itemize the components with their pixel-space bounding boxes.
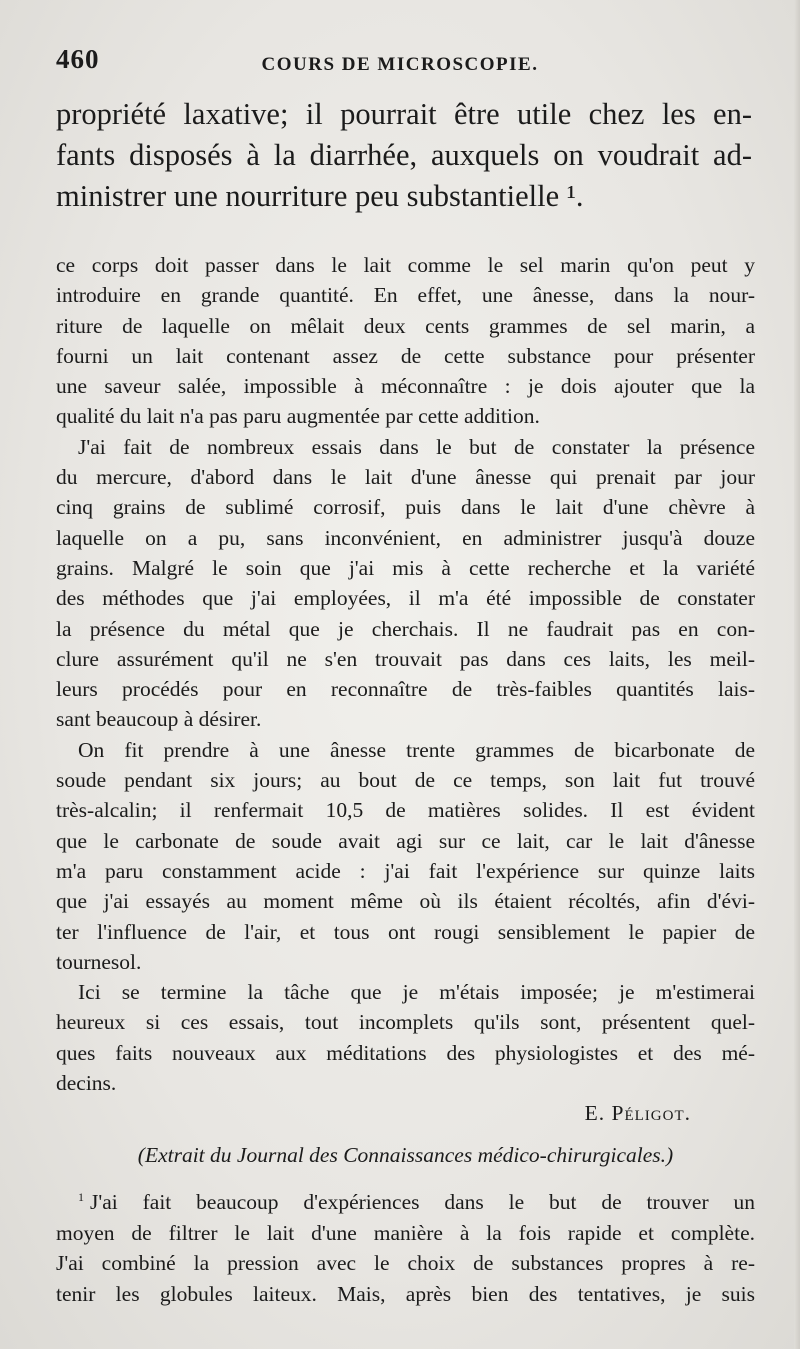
source-citation: (Extrait du Journal des Connaissances médico-chirurgicales.) xyxy=(137,1142,674,1167)
text-line: On fit prendre à une ânesse trente grammes de bicarbonate de xyxy=(78,737,755,762)
footnote-text: J'ai fait beaucoup d'expériences dans le but de trouver un xyxy=(90,1190,755,1214)
text-line: très-alcalin; il renfermait 10,5 de matières solides. Il est évident xyxy=(56,798,755,823)
paragraph-1 xyxy=(56,250,755,432)
paragraph-2 xyxy=(56,432,755,735)
running-title: COURS DE MICROSCOPIE. xyxy=(261,54,539,75)
text-line: cinq grains de sublimé corrosif, puis dans le lait d'une chèvre à xyxy=(56,495,755,520)
text-line: laquelle on a pu, sans inconvénient, en administrer jusqu'à douze xyxy=(56,525,755,550)
footnote-marker: 1 xyxy=(78,1190,84,1204)
text-line: heureux si ces essais, tout incomplets qu'ils sont, présentent quel- xyxy=(56,1010,755,1035)
text-line: qualité du lait n'a pas paru augmentée par cette addition. xyxy=(56,404,540,429)
text-line: la présence du métal que je cherchais. Il ne faudrait pas en con- xyxy=(56,616,755,641)
text-line: ce corps doit passer dans le lait comme le sel marin qu'on peut y xyxy=(56,253,755,277)
text-line: que le carbonate de soude avait agi sur ce lait, car le lait d'ânesse xyxy=(56,828,755,853)
author-signature: E. Péligot. xyxy=(584,1101,691,1126)
text-line: J'ai fait de nombreux essais dans le but de constater la présence xyxy=(78,434,755,459)
text-line: sant beaucoup à désirer. xyxy=(56,707,262,732)
footnote xyxy=(56,1182,755,1309)
page-edge-shadow xyxy=(794,0,800,1349)
paragraph-4 xyxy=(56,977,755,1098)
text-line: m'a paru constamment acide : j'ai fait l'expérience sur quinze laits xyxy=(56,858,755,883)
body-text xyxy=(56,250,755,1170)
paragraph-3 xyxy=(56,735,755,977)
intro-line: propriété laxative; il pourrait être utile chez les en- xyxy=(56,97,752,131)
text-line: que j'ai essayés au moment même où ils étaient récoltés, afin d'évi- xyxy=(56,889,755,914)
footnote-line: tenir les globules laiteux. Mais, après bien des tentatives, je suis xyxy=(56,1281,755,1306)
footnote-line xyxy=(56,1182,755,1218)
intro-line: fants disposés à la diarrhée, auxquels on voudrait ad- xyxy=(56,138,752,172)
text-line: Ici se termine la tâche que je m'étais imposée; je m'estimerai xyxy=(78,980,755,1005)
text-line: ques faits nouveaux aux méditations des physiologistes et des mé- xyxy=(56,1040,755,1065)
intro-line: ministrer une nourriture peu substantielle ¹. xyxy=(56,179,584,213)
footnote-line: J'ai combiné la pression avec le choix de substances propres à re- xyxy=(56,1251,755,1275)
text-line: riture de laquelle on mêlait deux cents grammes de sel marin, a xyxy=(56,313,755,338)
footnote-line: moyen de filtrer le lait d'une manière à la fois rapide et complète. xyxy=(56,1220,755,1245)
text-line: soude pendant six jours; au bout de ce temps, son lait fut trouvé xyxy=(56,768,755,793)
text-line: du mercure, d'abord dans le lait d'une ânesse qui prenait par jour xyxy=(56,465,755,490)
text-line: introduire en grande quantité. En effet, une ânesse, dans la nour- xyxy=(56,283,755,308)
text-line: decins. xyxy=(56,1071,117,1096)
text-line: grains. Malgré le soin que j'ai mis à cette recherche et la variété xyxy=(56,555,755,580)
text-line: des méthodes que j'ai employées, il m'a été impossible de constater xyxy=(56,586,755,611)
text-line: tournesol. xyxy=(56,949,142,974)
text-line: ter l'influence de l'air, et tous ont rougi sensiblement le papier de xyxy=(56,919,755,944)
text-line: fourni un lait contenant assez de cette substance pour présenter xyxy=(56,343,755,368)
page-number: 460 xyxy=(56,44,100,74)
intro-text xyxy=(56,94,752,217)
text-line: clure assurément qu'il ne s'en trouvait pas dans ces laits, les meil- xyxy=(56,646,755,671)
text-line: une saveur salée, impossible à méconnaître : je dois ajouter que la xyxy=(56,374,755,399)
text-line: leurs procédés pour en reconnaître de très-faibles quantités lais- xyxy=(56,677,755,702)
